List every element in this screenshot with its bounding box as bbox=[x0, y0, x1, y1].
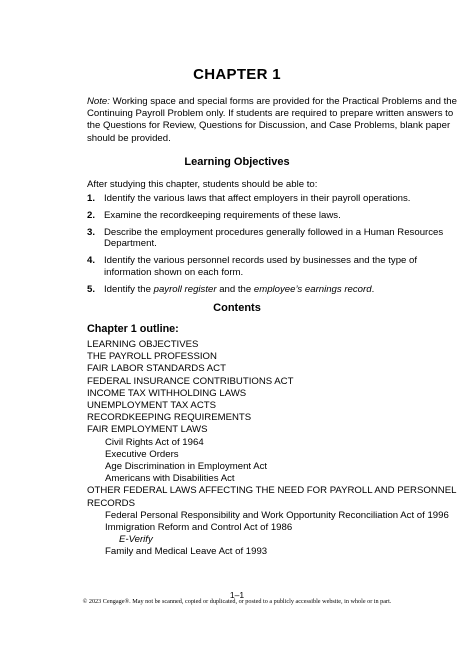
page-number: 1–1 bbox=[229, 590, 245, 600]
objective-number: 3. bbox=[87, 226, 96, 238]
objective-number: 4. bbox=[87, 255, 96, 267]
outline-item: THE PAYROLL PROFESSION bbox=[87, 351, 217, 363]
objective-emphasis: payroll register bbox=[153, 283, 217, 295]
objective-text: Identify the various laws that affect employers in their payroll operations. bbox=[104, 193, 411, 204]
objective-text-part: and the bbox=[216, 283, 254, 295]
outline-subsubitem: E-Verify bbox=[119, 534, 153, 546]
outline-subitem: Family and Medical Leave Act of 1993 bbox=[105, 546, 268, 558]
objectives-intro: After studying this chapter, students should be able to: bbox=[87, 179, 318, 190]
objective-text bbox=[104, 284, 457, 296]
outline-item: FAIR LABOR STANDARDS ACT bbox=[87, 363, 226, 375]
chapter-title: CHAPTER 1 bbox=[193, 66, 281, 83]
contents-heading: Contents bbox=[213, 302, 261, 314]
objective-text-part: . bbox=[371, 283, 375, 295]
objective-item bbox=[87, 193, 457, 205]
note-text: Working space and special forms are provided for the Practical Problems and the Continuing Payroll Problem only. If students are required to prepare written answers to the Questions for Review, Questions for Discussion, and Case Problems, blank paper should be provided. bbox=[87, 96, 457, 144]
objective-item bbox=[87, 210, 457, 222]
outline-subitem: Civil Rights Act of 1964 bbox=[105, 436, 204, 448]
objective-number: 1. bbox=[87, 193, 96, 204]
outline-item: FAIR EMPLOYMENT LAWS bbox=[87, 424, 208, 436]
outline-subitem: Federal Personal Responsibility and Work Opportunity Reconciliation Act of 1996 bbox=[105, 509, 449, 521]
objective-item bbox=[87, 284, 457, 296]
copyright-notice: © 2023 Cengage®. May not be scanned, copied or duplicated, or posted to a publicly accessible website, in whole or in part. bbox=[82, 598, 392, 605]
objective-text: Identify the various personnel records used by businesses and the type of information shown on each form. bbox=[104, 255, 418, 279]
note-paragraph bbox=[87, 96, 461, 145]
objective-emphasis: employee’s earnings record bbox=[253, 283, 372, 295]
chapter-outline bbox=[87, 339, 467, 559]
objective-item bbox=[87, 255, 457, 278]
objective-number: 5. bbox=[87, 283, 96, 295]
outline-item: FEDERAL INSURANCE CONTRIBUTIONS ACT bbox=[87, 375, 294, 387]
learning-objectives-heading: Learning Objectives bbox=[184, 156, 290, 168]
outline-item: RECORDKEEPING REQUIREMENTS bbox=[87, 412, 252, 424]
note-label: Note: bbox=[87, 96, 110, 107]
outline-subitem: Age Discrimination in Employment Act bbox=[105, 461, 268, 473]
outline-item: OTHER FEDERAL LAWS AFFECTING THE NEED FOR PAYROLL AND PERSONNEL RECORDS bbox=[87, 485, 457, 509]
outline-subitem: Americans with Disabilities Act bbox=[105, 473, 235, 485]
outline-subitem: Immigration Reform and Control Act of 1986 bbox=[105, 522, 293, 534]
objective-number: 2. bbox=[87, 209, 96, 221]
outline-heading: Chapter 1 outline: bbox=[87, 323, 179, 335]
objective-text: Describe the employment procedures generally followed in a Human Resources Department. bbox=[104, 226, 444, 250]
outline-item: UNEMPLOYMENT TAX ACTS bbox=[87, 400, 217, 412]
objective-text-part: Identify the bbox=[104, 283, 154, 295]
objectives-list bbox=[87, 193, 457, 301]
outline-item: LEARNING OBJECTIVES bbox=[87, 339, 199, 350]
objective-text: Examine the recordkeeping requirements of these laws. bbox=[104, 209, 341, 221]
objective-item bbox=[87, 227, 457, 250]
outline-subitem: Executive Orders bbox=[105, 448, 179, 460]
outline-item: INCOME TAX WITHHOLDING LAWS bbox=[87, 387, 247, 399]
